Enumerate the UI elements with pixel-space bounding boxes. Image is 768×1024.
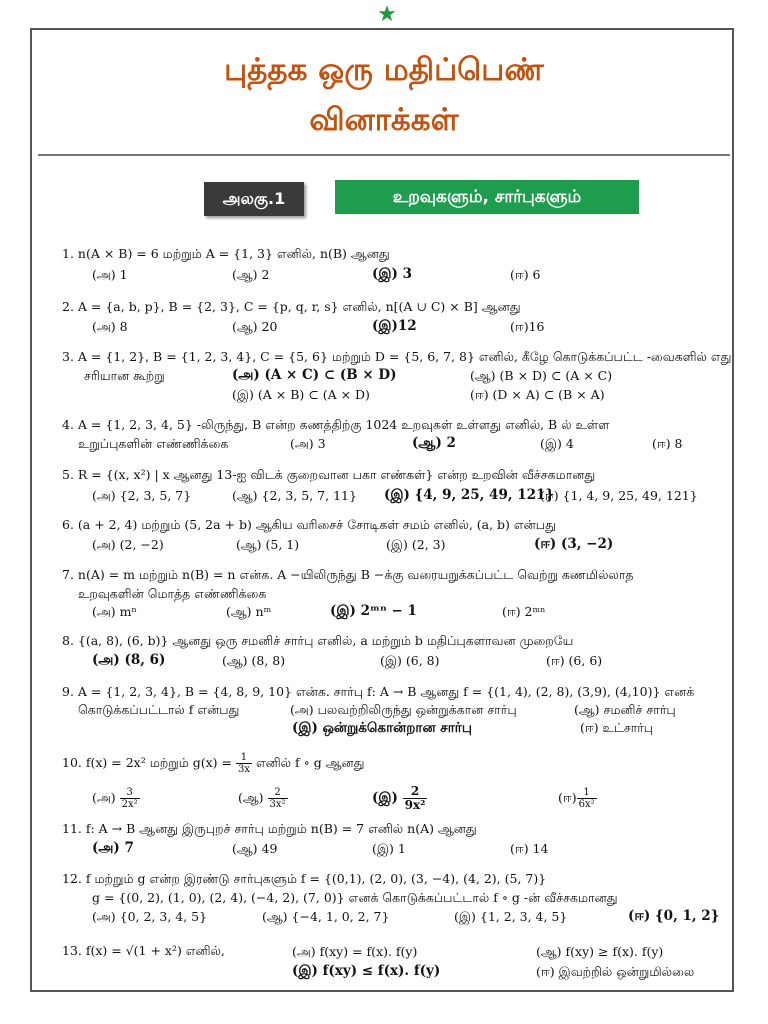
chapter-badge: உறவுகளும், சார்புகளும் xyxy=(335,180,639,214)
q4-option-b: (ஆ) 2 xyxy=(412,435,456,451)
q2-option-b: (ஆ) 20 xyxy=(232,319,278,334)
question-9-line2: கொடுக்கப்பட்டால் f என்பது xyxy=(78,702,240,717)
q1-option-d: (ஈ) 6 xyxy=(510,267,541,282)
question-11: 11. f: A → B ஆனது இருபுறச் சார்பு மற்றும் n(B) = 7 எனில் n(A) ஆனது xyxy=(62,821,477,836)
q1-option-b: (ஆ) 2 xyxy=(232,267,270,282)
question-10: 10. f(x) = 2x² மற்றும் g(x) = $\frac{1}{3x}$ எனில் f ∘ g ஆனது xyxy=(62,752,365,775)
q7-option-c: (இ) 2ᵐⁿ − 1 xyxy=(330,603,417,619)
question-9: 9. A = {1, 2, 3, 4}, B = {4, 8, 9, 10} என்க. சார்பு f: A → B ஆனது f = {(1, 4), (2, 8), (3,9), (4,10)} எனக் xyxy=(62,684,695,699)
q5-option-b: (ஆ) {2, 3, 5, 7, 11} xyxy=(232,488,357,503)
q13-option-d: (ஈ) இவற்றில் ஒன்றுமில்லை xyxy=(536,964,695,979)
q10-option-b: (ஆ) $\frac{2}{\text{3x²}}$ xyxy=(238,787,286,810)
q12-option-a: (அ) {0, 2, 3, 4, 5} xyxy=(92,909,208,924)
title-divider xyxy=(38,154,730,156)
question-4-line2: உறுப்புகளின் எண்ணிக்கை xyxy=(78,436,229,451)
q5-option-d: (ஈ) {1, 4, 9, 25, 49, 121} xyxy=(540,488,698,503)
q2-option-d: (ஈ)16 xyxy=(510,319,545,334)
q13-option-b: (ஆ) f(xy) ≥ f(x). f(y) xyxy=(536,944,664,959)
question-6: 6. (a + 2, 4) மற்றும் (5, 2a + b) ஆகிய வரிசைச் சோடிகள் சமம் எனில், (a, b) என்பது xyxy=(62,517,556,532)
q3-option-d: (ஈ) (D × A) ⊂ (B × A) xyxy=(470,387,605,402)
q8-option-d: (ஈ) (6, 6) xyxy=(546,653,603,668)
question-13: 13. f(x) = √(1 + x²) எனில், xyxy=(62,943,225,958)
q6-option-a: (அ) (2, −2) xyxy=(92,537,164,552)
q8-option-a: (அ) (8, 6) xyxy=(92,652,166,668)
q11-option-a: (அ) 7 xyxy=(92,840,134,856)
q13-option-c: (இ) f(xy) ≤ f(x). f(y) xyxy=(292,963,441,979)
question-5: 5. R = {(x, x²) | x ஆனது 13-ஐ விடக் குறைவான பகா எண்கள்} என்ற உறவின் வீச்சகமானது xyxy=(62,467,596,482)
q5-option-c: (இ) {4, 9, 25, 49, 121} xyxy=(384,487,555,503)
question-7: 7. n(A) = m மற்றும் n(B) = n என்க. A −யிலிருந்து B −க்கு வரையறுக்கப்பட்ட வெற்று கணமில்லாத xyxy=(62,567,634,582)
question-12-line2: g = {(0, 2), (1, 0), (2, 4), (−4, 2), (7, 0)} எனக் கொடுக்கப்பட்டால் f ∘ g -ன் வீச்சகமானது xyxy=(92,890,618,905)
q11-option-c: (இ) 1 xyxy=(372,841,406,856)
question-2: 2. A = {a, b, p}, B = {2, 3}, C = {p, q, r, s} எனில், n[(A ∪ C) × B] ஆனது xyxy=(62,299,521,314)
page-title-line1: புத்தக ஒரு மதிப்பெண் xyxy=(224,52,544,88)
star-icon: ★ xyxy=(377,2,397,27)
q8-option-b: (ஆ) (8, 8) xyxy=(222,653,286,668)
question-3-line2: சரியான கூற்று xyxy=(84,368,165,383)
q9-option-c: (இ) ஒன்றுக்கொன்றான சார்பு xyxy=(292,720,472,736)
q9-option-a: (அ) பலவற்றிலிருந்து ஒன்றுக்கான சார்பு xyxy=(290,702,517,717)
q6-option-c: (இ) (2, 3) xyxy=(386,537,446,552)
q7-option-d: (ஈ) 2ᵐⁿ xyxy=(502,604,546,619)
q6-option-b: (ஆ) (5, 1) xyxy=(236,537,300,552)
question-3: 3. A = {1, 2}, B = {1, 2, 3, 4}, C = {5, 6} மற்றும் D = {5, 6, 7, 8} எனில், கீழே கொடுக்கப்பட்ட -வைகளில் எது xyxy=(62,349,732,364)
q4-option-a: (அ) 3 xyxy=(290,436,326,451)
q5-option-a: (அ) {2, 3, 5, 7} xyxy=(92,488,192,503)
q4-option-d: (ஈ) 8 xyxy=(652,436,683,451)
q3-option-c: (இ) (A × B) ⊂ (A × D) xyxy=(232,387,370,402)
q12-option-b: (ஆ) {−4, 1, 0, 2, 7} xyxy=(262,909,390,924)
q4-option-c: (இ) 4 xyxy=(540,436,574,451)
q7-option-a: (அ) mⁿ xyxy=(92,604,137,619)
q11-option-d: (ஈ) 14 xyxy=(510,841,549,856)
question-4: 4. A = {1, 2, 3, 4, 5} -லிருந்து, B என்ற கணத்திற்கு 1024 உறவுகள் உள்ளது எனில், B ல் உள்ள xyxy=(62,417,610,432)
question-12: 12. f மற்றும் g என்ற இரண்டு சார்புகளும் f = {(0,1), (2, 0), (3, −4), (4, 2), (5, 7)} xyxy=(62,871,547,886)
q10-option-c: (இ) $\frac{2}{\text{9x²}}$ xyxy=(372,784,426,812)
q9-option-d: (ஈ) உட்சார்பு xyxy=(580,720,654,735)
q12-option-d: (ஈ) {0, 1, 2} xyxy=(628,908,720,924)
q6-option-d: (ஈ) (3, −2) xyxy=(534,536,614,552)
q13-option-a: (அ) f(xy) = f(x). f(y) xyxy=(292,944,418,959)
question-1: 1. n(A × B) = 6 மற்றும் A = {1, 3} எனில், n(B) ஆனது xyxy=(62,246,390,261)
question-7-line2: உறவுகளின் மொத்த எண்ணிக்கை xyxy=(78,586,267,601)
q2-option-a: (அ) 8 xyxy=(92,319,128,334)
page-title-line2: வினாக்கள் xyxy=(309,102,459,138)
q7-option-b: (ஆ) nᵐ xyxy=(226,604,272,619)
question-8: 8. {(a, 8), (6, b)} ஆனது ஒரு சமனிச் சார்பு எனில், a மற்றும் b மதிப்புகளாவன முறையே xyxy=(62,633,574,648)
q8-option-c: (இ) (6, 8) xyxy=(380,653,440,668)
q3-option-a: (அ) (A × C) ⊂ (B × D) xyxy=(232,367,397,383)
q2-option-c: (இ)12 xyxy=(372,318,417,334)
q9-option-b: (ஆ) சமனிச் சார்பு xyxy=(574,702,676,717)
q3-option-b: (ஆ) (B × D) ⊂ (A × C) xyxy=(470,368,613,383)
q12-option-c: (இ) {1, 2, 3, 4, 5} xyxy=(454,909,568,924)
q1-option-a: (அ) 1 xyxy=(92,267,128,282)
q10-option-d: (ஈ) $\frac{1}{\text{6x²}}$ xyxy=(558,787,595,810)
unit-badge: அலகு.1 xyxy=(204,182,304,216)
q10-option-a: (அ) $\frac{3}{\text{2x²}}$ xyxy=(92,787,138,810)
q1-option-c: (இ) 3 xyxy=(372,266,412,282)
q11-option-b: (ஆ) 49 xyxy=(232,841,278,856)
